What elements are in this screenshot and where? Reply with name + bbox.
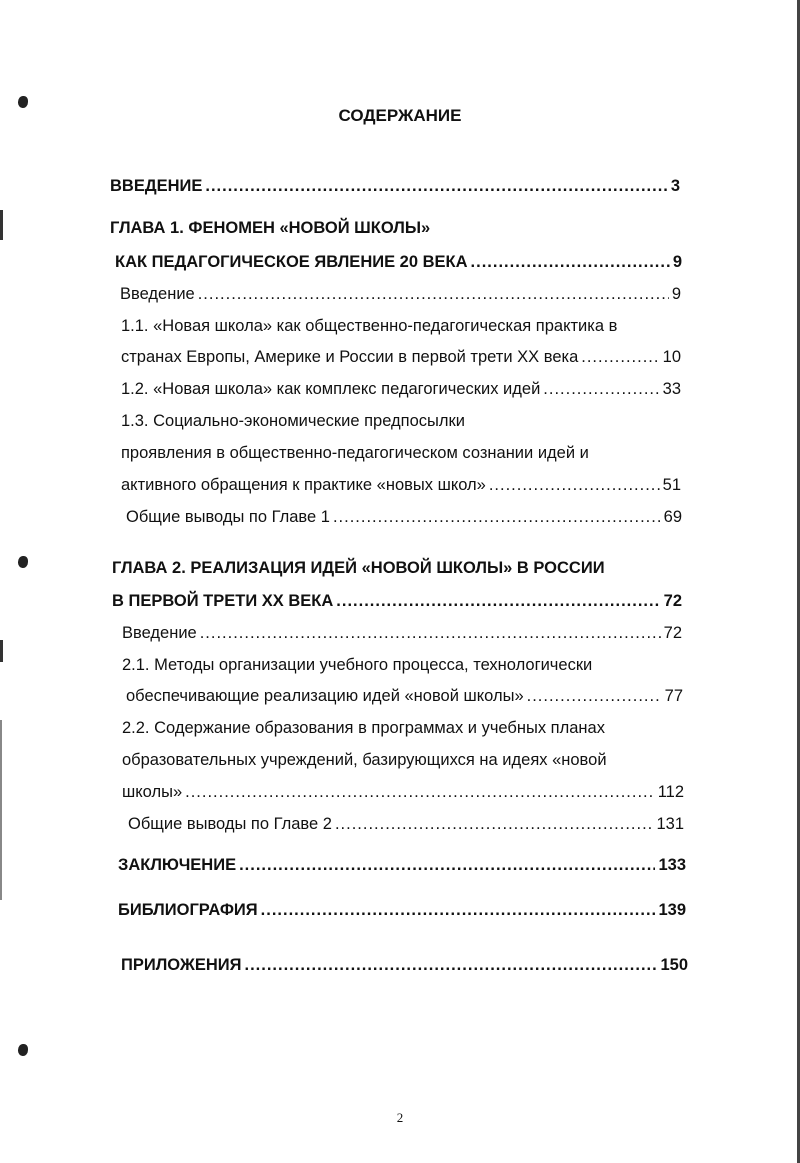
toc-entry-section-2-1[interactable] [126, 687, 683, 709]
toc-label: Введение [122, 624, 197, 642]
toc-leader [200, 624, 661, 643]
toc-label: Введение [120, 285, 195, 303]
toc-page: 72 [663, 592, 682, 610]
toc-page: 33 [662, 380, 681, 398]
toc-leader [244, 956, 657, 975]
toc-leader [581, 348, 659, 367]
toc-page: 139 [658, 901, 686, 919]
toc-leader [527, 687, 662, 706]
toc-page: 51 [662, 476, 681, 494]
page-number: 2 [396, 1110, 404, 1125]
toc-page: 9 [671, 285, 681, 303]
toc-leader [239, 856, 655, 875]
toc-label: БИБЛИОГРАФИЯ [118, 901, 258, 919]
toc-leader [335, 815, 654, 834]
toc-entry-ch2-summary[interactable] [128, 815, 684, 837]
toc-page: 133 [658, 856, 686, 874]
toc-leader [185, 783, 655, 802]
toc-entry-ch1-summary[interactable] [126, 508, 682, 530]
toc-section-1-3-line2: проявления в общественно-педагогическом сознании идей и [121, 444, 589, 462]
toc-entry-section-1-3[interactable] [121, 476, 681, 498]
toc-leader [333, 508, 661, 527]
toc-page: 10 [662, 348, 681, 366]
toc-entry-conclusion[interactable] [118, 856, 686, 878]
toc-label: Общие выводы по Главе 1 [126, 508, 330, 526]
toc-page: 72 [663, 624, 682, 642]
toc-page: 77 [664, 687, 683, 705]
toc-chapter2-title: ГЛАВА 2. РЕАЛИЗАЦИЯ ИДЕЙ «НОВОЙ ШКОЛЫ» В РОССИИ [112, 559, 605, 577]
toc-page: 3 [670, 177, 680, 195]
toc-leader [336, 592, 660, 611]
toc-leader [205, 177, 667, 196]
toc-entry-chapter1[interactable] [115, 253, 682, 275]
toc-page: 112 [657, 783, 684, 801]
toc-label: школы» [122, 783, 183, 801]
toc-leader [489, 476, 660, 495]
scan-edge-mark [0, 720, 2, 900]
toc-label: 1.2. «Новая школа» как комплекс педагогических идей [121, 380, 541, 398]
toc-section-1-1-line1: 1.1. «Новая школа» как общественно-педагогическая практика в [121, 317, 618, 335]
toc-leader [543, 380, 659, 399]
toc-entry-appendices[interactable] [121, 956, 688, 978]
toc-leader [261, 901, 656, 920]
toc-section-1-3-line1: 1.3. Социально-экономические предпосылки [121, 412, 465, 430]
toc-label: ЗАКЛЮЧЕНИЕ [118, 856, 237, 874]
toc-label: ПРИЛОЖЕНИЯ [121, 956, 242, 974]
toc-entry-section-1-2[interactable] [121, 380, 681, 402]
toc-leader [198, 285, 669, 304]
toc-label: КАК ПЕДАГОГИЧЕСКОЕ ЯВЛЕНИЕ 20 ВЕКА [115, 253, 468, 271]
toc-entry-bibliography[interactable] [118, 901, 686, 923]
toc-page: 69 [663, 508, 682, 526]
toc-page: 131 [656, 815, 684, 833]
toc-entry-chapter2[interactable] [112, 592, 682, 614]
toc-entry-section-1-1[interactable] [121, 348, 681, 370]
toc-entry-intro[interactable] [110, 177, 680, 199]
toc-entry-ch2-intro[interactable] [122, 624, 682, 646]
toc-label: Общие выводы по Главе 2 [128, 815, 332, 833]
page-title: СОДЕРЖАНИЕ [338, 106, 462, 125]
toc-label: активного обращения к практике «новых школ» [121, 476, 486, 494]
toc-label: В ПЕРВОЙ ТРЕТИ XX ВЕКА [112, 592, 334, 610]
toc-page: 150 [660, 956, 688, 974]
toc-entry-ch1-intro[interactable] [120, 285, 681, 307]
toc-entry-section-2-2[interactable] [122, 783, 684, 805]
scan-edge-mark [0, 640, 3, 662]
punch-hole-mark [18, 556, 28, 568]
toc-chapter1-title: ГЛАВА 1. ФЕНОМЕН «НОВОЙ ШКОЛЫ» [110, 219, 431, 237]
toc-section-2-2-line1: 2.2. Содержание образования в программах и учебных планах [122, 719, 605, 737]
toc-page: 9 [672, 253, 682, 271]
toc-leader [471, 253, 670, 272]
toc-label: обеспечивающие реализацию идей «новой школы» [126, 687, 524, 705]
toc-label: ВВЕДЕНИЕ [110, 177, 203, 195]
toc-label: странах Европы, Америке и России в первой трети XX века [121, 348, 579, 366]
punch-hole-mark [18, 1044, 28, 1056]
toc-section-2-1-line1: 2.1. Методы организации учебного процесса, технологически [122, 656, 593, 674]
toc-section-2-2-line2: образовательных учреждений, базирующихся на идеях «новой [122, 751, 607, 769]
scan-edge-mark [0, 210, 3, 240]
